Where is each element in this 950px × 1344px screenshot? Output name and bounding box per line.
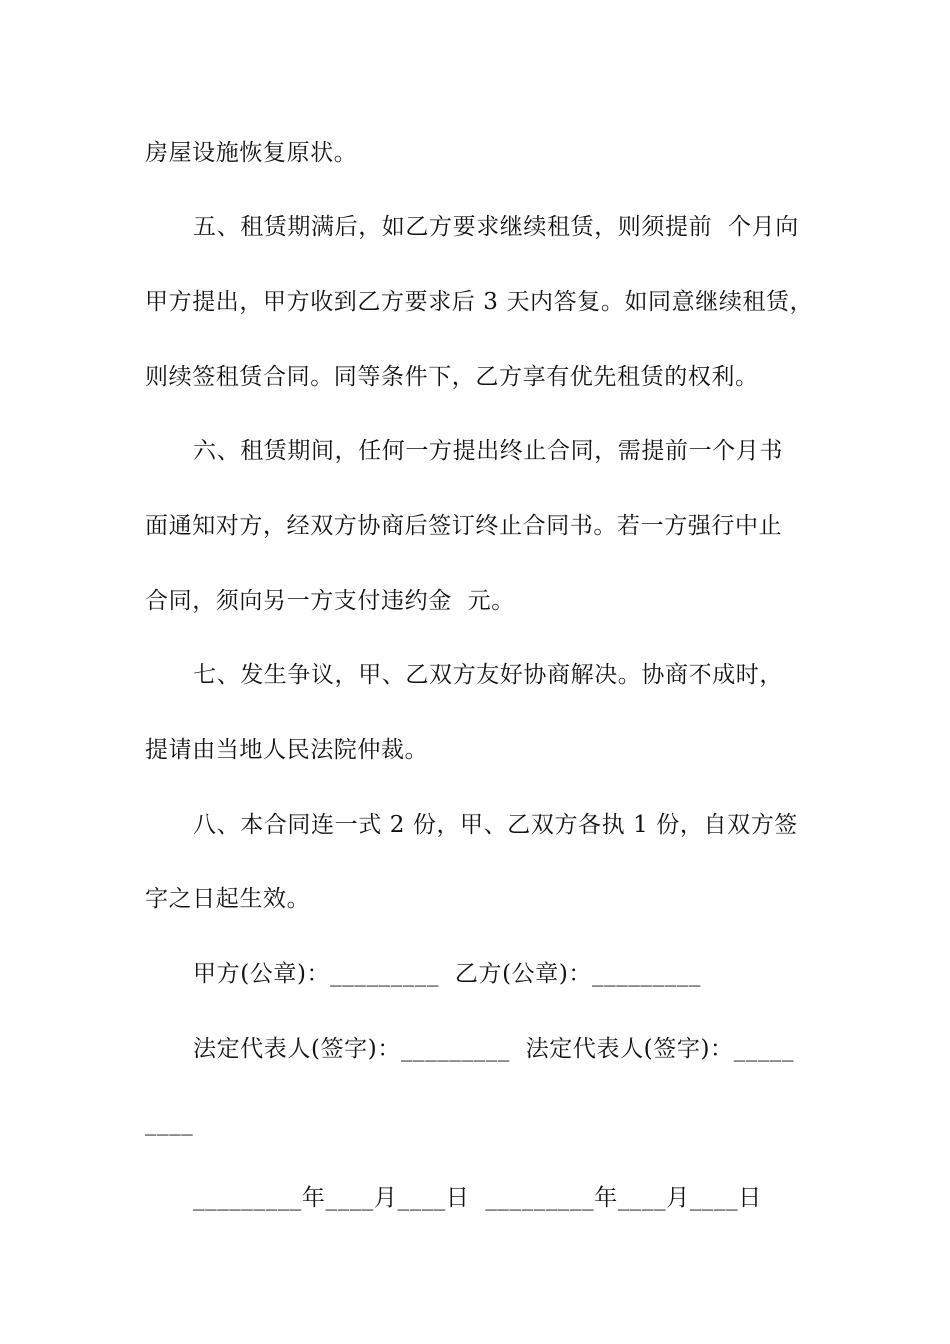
- paragraph-line: 六、租赁期间，任何一方提出终止合同，需提前一个月书: [193, 438, 783, 464]
- paragraph-line: 甲方提出，甲方收到乙方要求后 3 天内答复。如同意继续租赁，: [145, 289, 814, 315]
- date-line: _________年____月____日 _________年____月____日: [193, 1185, 762, 1211]
- paragraph-line: 则续签租赁合同。同等条件下，乙方享有优先租赁的权利。: [145, 364, 759, 390]
- paragraph-line: 八、本合同连一式 2 份，甲、乙双方各执 1 份，自双方签: [193, 812, 798, 838]
- paragraph-line: 五、租赁期满后，如乙方要求继续租赁，则须提前 个月向: [193, 214, 799, 240]
- paragraph-line: 合同，须向另一方支付违约金 元。: [145, 588, 515, 614]
- signature-line-seal: 甲方(公章)：_________ 乙方(公章)：_________: [193, 961, 701, 987]
- paragraph-line: 房屋设施恢复原状。: [145, 140, 358, 166]
- signature-line-continuation: ____: [145, 1110, 194, 1136]
- signature-line-representative: 法定代表人(签字)：_________ 法定代表人(签字)：_____: [193, 1036, 795, 1062]
- paragraph-line: 七、发生争议，甲、乙双方友好协商解决。协商不成时，: [193, 662, 783, 688]
- paragraph-line: 提请由当地人民法院仲裁。: [145, 737, 429, 763]
- paragraph-line: 字之日起生效。: [145, 886, 311, 912]
- paragraph-line: 面通知对方，经双方协商后签订终止合同书。若一方强行中止: [145, 513, 783, 539]
